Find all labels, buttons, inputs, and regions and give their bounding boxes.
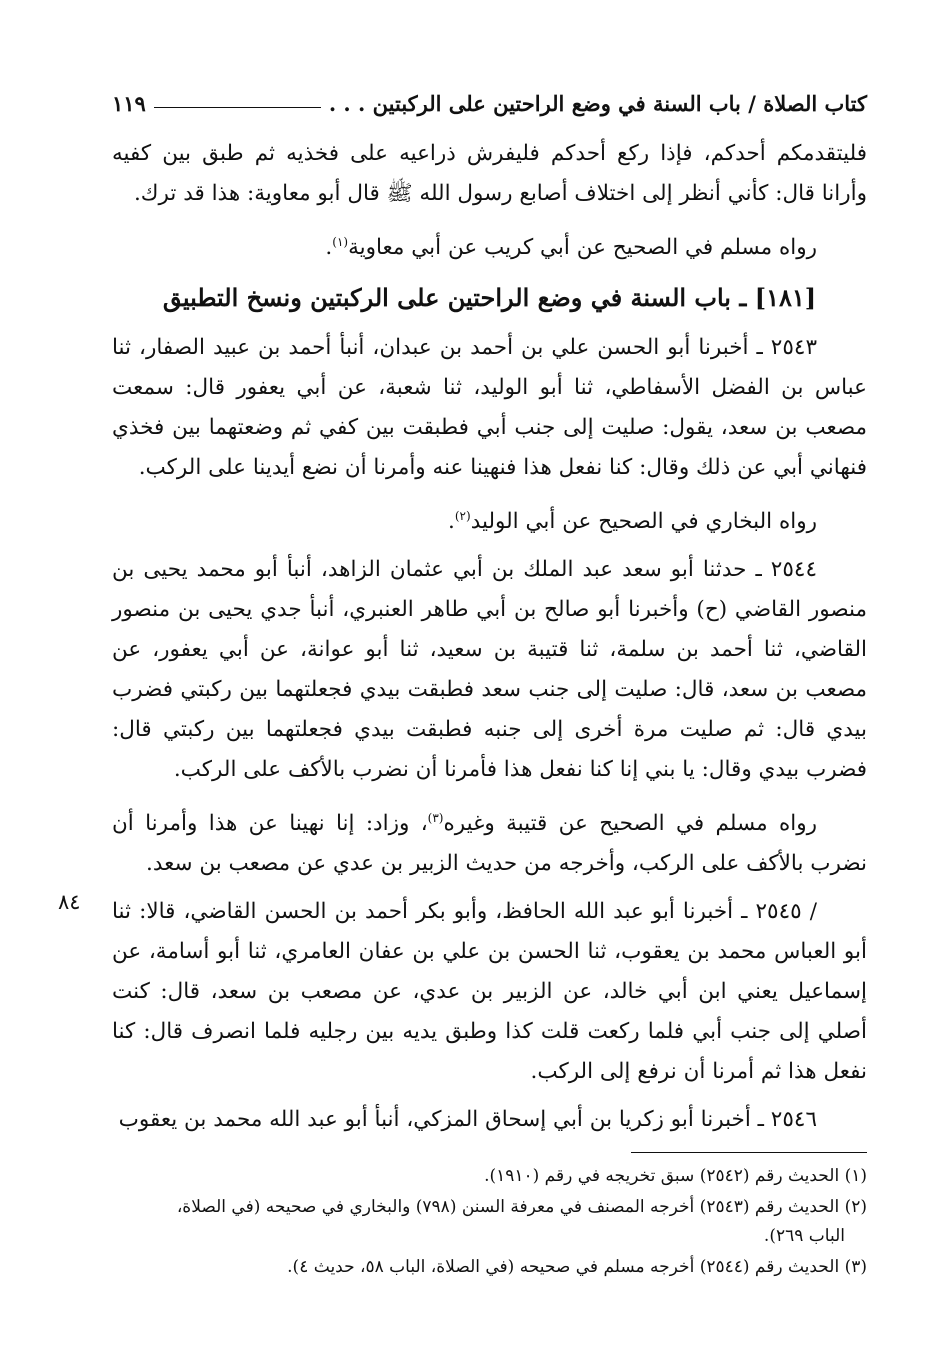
footnote-1: (١) الحديث رقم (٢٥٤٢) سبق تخريجه في رقم (١٩١٠).: [484, 1166, 867, 1186]
main-text: [112, 134, 867, 1148]
hadith-2544: ٢٥٤٤ ـ حدثنا أبو سعد عبد الملك بن أبي عثمان الزاهد، أنبأ أبو محمد يحيى بن منصور القاضي (ح) وأخبرنا أبو صالح بن أبي طاهر العنبري، أنبأ جدي يحيى بن منصور القاضي، ثنا أحمد بن سلمة، ثنا قتيبة بن سعيد، ثنا أبو عوانة، عن أبي يعفور، عن مصعب بن سعد، قال: صليت إلى جنب سعد فطبقت بيدي فجعلتهما بين ركبتي فضرب بيدي قال: ثم صليت مرة أخرى إلى جنبه فطبقت بيدي فجعلتهما بين ركبتي قال: فضرب بيدي وقال: يا بني إنا كنا نفعل هذا فأمرنا أن نضرب بالأكف على الركب.: [112, 557, 867, 783]
hadith-2543: ٢٥٤٣ ـ أخبرنا أبو الحسن علي بن أحمد بن عبدان، أنبأ أحمد بن عبيد الصفار، ثنا عباس بن الفضل الأسفاطي، ثنا أبو الوليد، ثنا شعبة، عن أبي يعفور قال: سمعت مصعب بن سعد، يقول: صليت إلى جنب أبي فطبقت بين كفي ثم وضعتهما بين فخذي فنهاني أبي عن ذلك وقال: كنا نفعل هذا فنهينا عنه وأمرنا أن نضع أيدينا على الركب.: [112, 335, 867, 481]
riwayah-text: رواه البخاري في الصحيح عن أبي الوليد: [470, 509, 817, 535]
riwayah-text: رواه مسلم في الصحيح عن قتيبة وغيره: [443, 811, 817, 837]
riwayah-end: .: [448, 509, 455, 535]
paragraph-riwayah-2: [112, 496, 867, 542]
margin-number: ٨٤: [58, 890, 81, 914]
paragraph-riwayah-1: [112, 222, 867, 268]
page-number: ١١٩: [112, 91, 146, 116]
riwayah-text-continued: ، وزاد: إنا نهينا عن هذا وأمرنا أن نضرب بالأكف على الركب، وأخرجه من حديث الزبير بن عدي عن مصعب بن سعد.: [112, 811, 867, 877]
footnotes: [112, 1162, 867, 1284]
hadith-2546: ٢٥٤٦ ـ أخبرنا أبو زكريا بن أبي إسحاق المزكي، أنبأ أبو عبد الله محمد بن يعقوب: [118, 1107, 817, 1133]
footnote-ref-1: (١): [332, 235, 349, 249]
footnote-2-text: (٢) الحديث رقم (٢٥٤٣) أخرجه المصنف في معرفة السنن (٧٩٨) والبخاري في صحيحه (في الصلاة،: [176, 1197, 867, 1217]
footnote-2-continuation: الباب ٢٦٩).: [763, 1226, 845, 1246]
footnote-divider: [631, 1152, 867, 1153]
paragraph-continuation: فليتقدمكم أحدكم، فإذا ركع أحدكم فليفرش ذراعيه على فخذيه ثم طبق بين كفيه وأرانا قال: كأني أنظر إلى اختلاف أصابع رسول الله ﷺ قال أبو معاوية: هذا قد ترك.: [112, 141, 867, 206]
footnote-ref-3: (٣): [427, 811, 444, 826]
chapter-heading: [١٨١] ـ باب السنة في وضع الراحتين على الركبتين ونسخ التطبيق: [162, 283, 817, 313]
header-rule: [154, 107, 321, 108]
riwayah-end: .: [325, 235, 333, 261]
paragraph-riwayah-3: [112, 798, 867, 884]
header-title: كتاب الصلاة / باب السنة في وضع الراحتين على الركبتين . . .: [328, 91, 867, 116]
running-header: [112, 82, 867, 116]
hadith-2545: / ٢٥٤٥ ـ أخبرنا أبو عبد الله الحافظ، وأبو بكر أحمد بن الحسن القاضي، قالا: ثنا أبو العباس محمد بن يعقوب، ثنا الحسن بن علي بن عفان العامري، ثنا أبو أسامة، عن إسماعيل يعني ابن أبي خالد، عن الزبير بن عدي، عن مصعب بن سعد، قال: كنت أصلي إلى جنب أبي فلما ركعت قلت كذا وطبق يديه بين رجليه فلما انصرف قال: كنا نفعل هذا ثم أمرنا أن نرفع إلى الركب.: [112, 899, 867, 1085]
footnote-ref-2: (٢): [454, 509, 471, 524]
riwayah-text: رواه مسلم في الصحيح عن أبي كريب عن أبي معاوية: [348, 235, 817, 261]
footnote-3: (٣) الحديث رقم (٢٥٤٤) أخرجه مسلم في صحيحه (في الصلاة، الباب ٥٨، حديث ٤).: [287, 1257, 867, 1277]
footnote-2: [112, 1193, 867, 1251]
